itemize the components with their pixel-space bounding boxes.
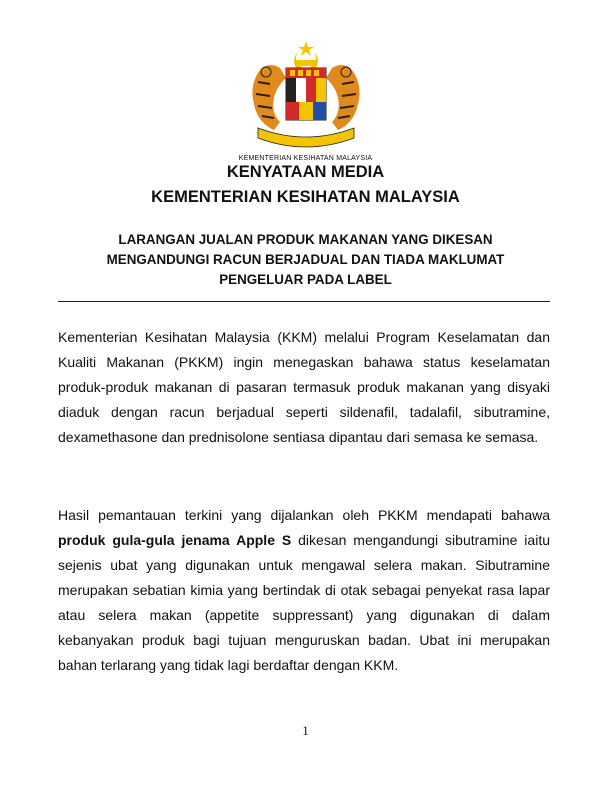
- headline-line-2: MENGANDUNGI RACUN BERJADUAL DAN TIADA MAKLUMAT: [106, 252, 505, 267]
- paragraph-2-intro: Hasil pemantauan terkini yang dijalankan oleh PKKM mendapati bahawa: [58, 507, 550, 523]
- document-title: KENYATAAN MEDIA: [226, 163, 385, 181]
- product-name-highlight: produk gula-gula jenama Apple S: [58, 532, 292, 548]
- document-subtitle-ministry: KEMENTERIAN KESIHATAN MALAYSIA: [151, 188, 460, 206]
- horizontal-divider: [58, 301, 550, 302]
- body-paragraph-2: [58, 503, 550, 678]
- coat-of-arms-icon: [240, 38, 372, 154]
- body-paragraph-1: Kementerian Kesihatan Malaysia (KKM) melalui Program Keselamatan dan Kualiti Makanan (PKKM) ingin menegaskan bahawa status keselamatan produk-produk makanan di pasaran termasuk produk makanan yang disyaki diaduk dengan racun berjadual seperti sildenafil, tadalafil, sibutramine, dexamethasone dan prednisolone sentiasa dipantau dari semasa ke semasa.: [58, 329, 550, 445]
- headline-line-3: PENGELUAR PADA LABEL: [219, 272, 392, 287]
- paragraph-2-rest: dikesan mengandungi sibutramine iaitu sejenis ubat yang digunakan untuk mengawal selera makan. Sibutramine merupakan sebatian kimia yang bertindak di otak sebagai penyekat rasa lapar atau selera makan (appetite suppressant) yang digunakan di dalam kebanyakan produk bagi tujuan menguruskan badan. Ubat ini merupakan bahan terlarang yang tidak lagi berdaftar dengan KKM.: [58, 532, 550, 673]
- headline: [60, 230, 551, 290]
- ministry-caption: KEMENTERIAN KESIHATAN MALAYSIA: [238, 155, 373, 162]
- page-number: 1: [302, 723, 309, 738]
- headline-line-1: LARANGAN JUALAN PRODUK MAKANAN YANG DIKESAN: [118, 232, 493, 247]
